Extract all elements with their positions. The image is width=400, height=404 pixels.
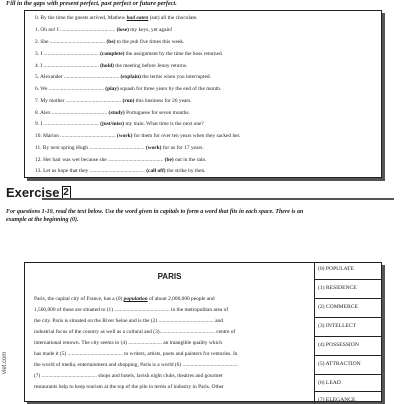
passage-text: the city. Paris is situated on the River Seine and is the (2) ......................................... and (34, 318, 223, 324)
passage-line (34, 351, 312, 358)
item-text-end: the meeting before Jenny returns. (113, 63, 188, 69)
exercise2-number-box: 2 (63, 187, 69, 198)
exercise1-item (35, 86, 375, 93)
exercise2-heading-text: Exercise (6, 185, 60, 200)
word-separator (315, 374, 382, 375)
verb-prompt: (be) (164, 157, 174, 163)
item-text-end: for us for 17 years. (161, 145, 204, 151)
item-text-end: my train. What time is the next one? (124, 121, 204, 127)
item-text-end: my keys, yet again! (128, 27, 173, 33)
item-text-end: this business for 26 years. (134, 98, 192, 104)
exercise1-item (35, 63, 375, 70)
exercise2-instruction (6, 209, 396, 224)
item-text: 3. I ......................................... (35, 51, 101, 57)
verb-prompt: (explain) (120, 74, 141, 80)
word-separator (315, 355, 382, 356)
item-text: 8. Alex ......................................... (35, 110, 109, 116)
exercise2-box (24, 262, 382, 402)
verb-prompt: (work) (145, 145, 162, 151)
passage-text: Paris, the capital city of France, has a (0) (34, 296, 124, 302)
verb-prompt: (study) (108, 110, 125, 116)
word-separator (315, 298, 382, 299)
passage-title: PARIS (157, 272, 182, 281)
passage-text: the world of media, entertainment and shopping, Paris is a world (6) ......................................... (34, 362, 238, 368)
passage-line (34, 384, 312, 391)
passage-text: restaurants help to keep tourism at the top of the pile in terms of industry in Paris. Other (34, 384, 224, 390)
word-separator (315, 317, 382, 318)
exercise1-box (24, 10, 382, 178)
verb-prompt: (just/miss) (100, 121, 125, 127)
exercise1-item (35, 98, 375, 105)
exercise1-instruction: Fill in the gaps with present perfect, past perfect or future perfect. (6, 0, 177, 7)
word-prompt: (0) POPULATE (318, 266, 354, 272)
passage-line (34, 318, 312, 325)
item-text: 4. I ......................................... (35, 63, 101, 69)
passage-text-end: of about 2,000,000 people and (147, 296, 215, 302)
example-answer: population (123, 296, 148, 302)
exercise1-item (35, 39, 375, 46)
exercise2-heading-rule (42, 198, 394, 200)
item-text: 7. My mother ......................................... (35, 98, 123, 104)
item-text: 0. By the time the guests arrived, Mathew (35, 15, 127, 21)
item-text: 1. Oh no! I ......................................... (35, 27, 117, 33)
exercise1-item (35, 145, 375, 152)
word-prompt: (4) POSSESSION (318, 342, 359, 348)
item-text-end: the strike by then. (165, 168, 206, 174)
passage-text: international renown. The city seems to (4) ......................... an intangible quality which (34, 340, 223, 346)
word-prompt: (5) ATTRACTION (318, 361, 361, 367)
item-text-end: the terms when you interrupted. (140, 74, 211, 80)
verb-prompt: (run) (122, 98, 135, 104)
item-text-end: (eat) all the chocolate. (148, 15, 198, 21)
item-text: 10. Marion ......................................... (35, 133, 117, 139)
verb-prompt: (work) (116, 133, 133, 139)
passage-text: 1,500,000 of these are situated to (1) ......................................... in the metropolitan area of (34, 307, 229, 313)
verb-prompt: (complete) (100, 51, 125, 57)
word-prompt: (6) LEAD (318, 380, 341, 386)
passage-line (34, 296, 312, 303)
passage-line (34, 373, 312, 380)
verb-prompt: (hold) (100, 63, 114, 69)
item-text: 2. She ......................................... (35, 39, 107, 45)
exercise1-item (35, 74, 375, 81)
passage-line (34, 362, 312, 369)
passage-line (34, 307, 312, 314)
passage-text: (7) ......................................... shops and hotels, lavish night clubs, theatres and gourmet (34, 373, 223, 379)
exercise1-item (35, 121, 375, 128)
verb-prompt: (call off) (146, 168, 166, 174)
item-text-end: to the pub five times this week. (115, 39, 185, 45)
exercise2-instruction-line: example at the beginning (0). (6, 216, 79, 223)
exercise1-item (35, 51, 375, 58)
word-column-divider (314, 263, 315, 403)
exercise1-item (35, 133, 375, 140)
passage-line (34, 340, 312, 347)
item-text-end: Portuguese for seven months. (124, 110, 190, 116)
passage-line (34, 329, 312, 336)
exercise1-item (35, 15, 375, 22)
word-prompt: (1) RESIDENCE (318, 285, 357, 291)
example-answer: had eaten (126, 15, 149, 21)
word-separator (315, 279, 382, 280)
item-text-end: out in the rain. (173, 157, 207, 163)
item-text-end: for them for over ten years when they sacked her. (132, 133, 241, 139)
item-text-end: squash for three years by the end of the month. (118, 86, 222, 92)
word-separator (315, 391, 382, 392)
item-text: 11. By next spring Hugh ......................................... (35, 145, 146, 151)
item-text: 13. Let us hope that they ......................................... (35, 168, 147, 174)
verb-prompt: (be) (106, 39, 116, 45)
word-prompt: (2) COMMERCE (318, 304, 358, 310)
verb-prompt: (play) (105, 86, 119, 92)
exercise2-instruction-line: For questions 1-10, read the text below. Use the word given in capitals to form a word that fits in each space. There is an (6, 209, 304, 215)
side-watermark-text: viet.com (2, 351, 8, 374)
item-text-end: the assignment by the time the boss returned. (124, 51, 224, 57)
passage-text: industrial focus of the country as well as a cultural and (3)......................................... centre of (34, 329, 236, 335)
word-separator (315, 336, 382, 337)
exercise1-item (35, 27, 375, 34)
word-prompt: (7) ELEGANCE (318, 397, 356, 403)
item-text: 5. Alexander ......................................... (35, 74, 121, 80)
exercise1-item (35, 157, 375, 164)
item-text: 12. Her hair was wet because she ......................................... (35, 157, 165, 163)
word-prompt: (3) INTELLECT (318, 323, 357, 329)
exercise1-item (35, 168, 375, 175)
item-text: 9. I ......................................... (35, 121, 101, 127)
passage-text: has made it (5) ......................................... to writers, artists, poets and painters for centuries. In (34, 351, 238, 357)
verb-prompt: (lose) (116, 27, 129, 33)
item-text: 6. We ......................................... (35, 86, 106, 92)
exercise1-item (35, 110, 375, 117)
